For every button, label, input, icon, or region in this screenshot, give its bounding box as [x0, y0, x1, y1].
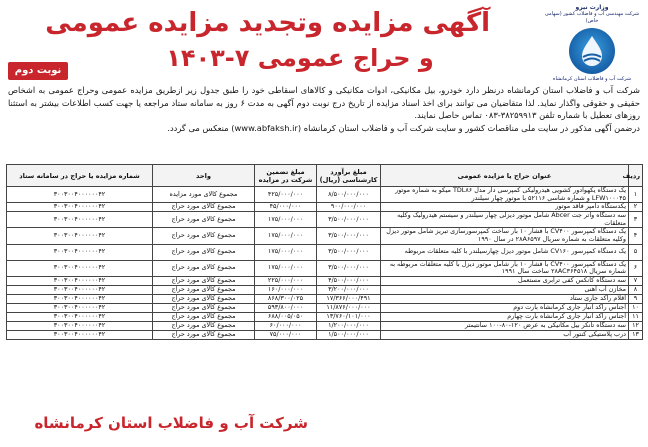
- cell-title: اجناس راکد انبار جاری کرمانشاه بارت دوم: [381, 303, 629, 312]
- cell-registration-number: ۳۰۰۳۰۰۴۰۰۰۰۰۰۴۲: [7, 228, 153, 244]
- cell-registration-number: ۳۰۰۳۰۰۴۰۰۰۰۰۰۴۲: [7, 303, 153, 312]
- cell-base-price: ۸/۵۰۰/۰۰۰/۰۰۰: [317, 187, 381, 203]
- cell-deposit: ۸۶۸/۳۰۰/۰۲۵: [255, 294, 317, 303]
- cell-unit: مجموع کالای مورد حراج: [153, 244, 255, 260]
- cell-title: اقلام راکد جاری ستاد: [381, 294, 629, 303]
- cell-title: یک دستگاه کمپرسور CV۴۰۰ با فشار ۱۰ بار ساخت کمپرسورسازی تبریز شامل موتور دیزل وکلیه متعلقات به شماره سریال ۲۸A۶۵۹۷ در سال ۱۹۹۰: [381, 228, 629, 244]
- cell-no: ۱۳: [629, 330, 643, 339]
- cell-base-price: ۱۳/۷۶۰/۱۰۱/۰۰۰: [317, 312, 381, 321]
- table-body: [7, 187, 643, 340]
- water-drop-logo-icon: [569, 28, 615, 74]
- cell-deposit: ۱۷۵/۰۰۰/۰۰۰: [255, 228, 317, 244]
- cell-deposit: ۱۷۵/۰۰۰/۰۰۰: [255, 244, 317, 260]
- cell-unit: مجموع کالای مورد حراج: [153, 276, 255, 285]
- cell-base-price: ۳/۵۰۰/۰۰۰/۰۰۰: [317, 228, 381, 244]
- cell-title: درب پلاستیکی کنتور آب: [381, 330, 629, 339]
- cell-unit: مجموع کالای مورد حراج: [153, 321, 255, 330]
- logo-company-bottom-text: شرکت آب و فاضلاب استان کرمانشاه: [552, 76, 632, 82]
- cell-base-price: ۹۰۰/۰۰۰/۰۰۰: [317, 203, 381, 212]
- cell-title: سه دستگاه کانکس کفی ترابری مستعمل: [381, 276, 629, 285]
- cell-deposit: ۶۰/۰۰۰/۰۰۰: [255, 321, 317, 330]
- intro-text: [8, 84, 640, 134]
- cell-base-price: ۳/۲۰۰/۰۰۰/۰۰۰: [317, 285, 381, 294]
- cell-title: یکدستگاه دامپر فاقد موتور: [381, 203, 629, 212]
- cell-deposit: ۱۷۵/۰۰۰/۰۰۰: [255, 212, 317, 228]
- table-row: [7, 330, 643, 339]
- cell-base-price: ۳/۵۰۰/۰۰۰/۰۰۰: [317, 244, 381, 260]
- cell-registration-number: ۳۰۰۳۰۰۴۰۰۰۰۰۰۴۲: [7, 187, 153, 203]
- cell-deposit: ۲۲۵/۰۰۰/۰۰۰: [255, 276, 317, 285]
- cell-registration-number: ۳۰۰۳۰۰۴۰۰۰۰۰۰۴۲: [7, 260, 153, 276]
- cell-unit: مجموع کالای مورد حراج: [153, 294, 255, 303]
- header-unit: واحد: [153, 165, 255, 187]
- header-no: ردیف: [629, 165, 643, 187]
- cell-title: یک دستگاه کمپرسور CV۴۰۰ با فشار ۱۰ بار شامل موتور دیزل با کلیه متعلقات مربوطه به شماره سریال ۲۸AC۳۶۴۵۱۸ ساخت سال ۱۹۹۱: [381, 260, 629, 276]
- table-row: [7, 260, 643, 276]
- cell-base-price: ۴/۵۰۰/۰۰۰/۰۰۰: [317, 276, 381, 285]
- cell-unit: مجموع کالای مورد حراج: [153, 312, 255, 321]
- cell-no: ۵: [629, 244, 643, 260]
- cell-registration-number: ۳۰۰۳۰۰۴۰۰۰۰۰۰۴۲: [7, 244, 153, 260]
- table-row: [7, 244, 643, 260]
- cell-no: ۱۲: [629, 321, 643, 330]
- table-row: [7, 276, 643, 285]
- cell-title: یک دستگاه کمپرسور CV۱۶۰ شامل موتور دیزل چهارسیلندر با کلیه متعلقات مربوطه: [381, 244, 629, 260]
- table-row: [7, 187, 643, 203]
- cell-title: یک دستگاه یکهوادور کشویی هیدرولیکی کمپرسی دار مدل TDL۸۶ میکو به شماره موتور LFW۱۰۰۰۴۵ و شماره شاسی ۵۲۱۱۶ با موتور چهار سیلندر: [381, 187, 629, 203]
- cell-no: ۳: [629, 212, 643, 228]
- table-row: [7, 321, 643, 330]
- cell-registration-number: ۳۰۰۳۰۰۴۰۰۰۰۰۰۴۲: [7, 312, 153, 321]
- cell-no: ۶: [629, 260, 643, 276]
- cell-no: ۹: [629, 294, 643, 303]
- intro-paragraph: شرکت آب و فاضلاب استان کرمانشاه درنظر دارد خودرو، بیل مکانیکی، ادوات مکانیکی و کالاهای اسقاطی خود را طبق جدول زیر ازطریق مزایده عمومی وحراج عمومی به اشخاص حقیقی و حقوقی واگذار نماید. لذا متقاضیان می توانند برای اخذ اسناد مزایده از تاریخ درج نوبت دوم آگهی به مدت ۶ روز به سامانه ستاد مراجعه یا جهت کسب اطلاعات بیشتر به استثنا روزهای تعطیل با شماره تلفن ۳۸۲۵۹۹۱۳-۰۸۳ تماس حاصل نمایند.: [8, 85, 641, 120]
- cell-title: سه دستگاه تانکر بیل مکانیکی به عرض ۱۲۰-۸۰-۱۰۰ سانتیمتر: [381, 321, 629, 330]
- cell-deposit: ۱۷۵/۰۰۰/۰۰۰: [255, 260, 317, 276]
- table-row: [7, 212, 643, 228]
- cell-no: ۸: [629, 285, 643, 294]
- cell-unit: مجموع کالای مورد حراج: [153, 303, 255, 312]
- cell-unit: مجموع کالای مورد حراج: [153, 330, 255, 339]
- cell-no: ۲: [629, 203, 643, 212]
- header-title: عنوان حراج یا مزایده عمومی: [381, 165, 629, 187]
- cell-deposit: ۱۶۰/۰۰۰/۰۰۰: [255, 285, 317, 294]
- cell-no: ۴: [629, 228, 643, 244]
- cell-title: اجناس راکد انبار جاری کرمانشاه بارت چهارم: [381, 312, 629, 321]
- cell-unit: مجموع کالای مورد مزایده: [153, 187, 255, 203]
- notice-title: آگهی مزایده وتجدید مزایده عمومی: [45, 8, 490, 38]
- cell-title: سه دستگاه واتر جت Abcer شامل موتور دیزلی چهار سیلندر و سیستم هیدرولیک وکلیه متعلقات: [381, 212, 629, 228]
- cell-base-price: ۱/۲۰۰/۰۰۰/۰۰۰: [317, 321, 381, 330]
- cell-registration-number: ۳۰۰۳۰۰۴۰۰۰۰۰۰۴۲: [7, 321, 153, 330]
- table-row: [7, 294, 643, 303]
- auction-table: [6, 164, 643, 340]
- table-row: [7, 312, 643, 321]
- cell-unit: مجموع کالای مورد حراج: [153, 228, 255, 244]
- cell-registration-number: ۳۰۰۳۰۰۴۰۰۰۰۰۰۴۲: [7, 285, 153, 294]
- header-base-price: مبلغ برآورد کارشناسی (ریال): [317, 165, 381, 187]
- header-deposit: مبلغ تضمین شرکت در مزایده: [255, 165, 317, 187]
- header-registration-number: شماره مزایده یا حراج در سامانه ستاد: [7, 165, 153, 187]
- cell-registration-number: ۳۰۰۳۰۰۴۰۰۰۰۰۰۴۲: [7, 330, 153, 339]
- cell-deposit: ۶۸۸/۰۰۵/۰۵۰: [255, 312, 317, 321]
- footer-company-name: شرکت آب و فاضلاب استان کرمانشاه: [34, 414, 308, 432]
- cell-unit: مجموع کالای مورد حراج: [153, 212, 255, 228]
- notice-subtitle: و حراج عمومی ۷-۱۴۰۳: [166, 44, 434, 72]
- cell-unit: مجموع کالای مورد حراج: [153, 203, 255, 212]
- logo-ministry-text: وزارت نیرو: [575, 4, 609, 11]
- cell-deposit: ۵۹۳/۸۰۰/۰۰۰: [255, 303, 317, 312]
- table-row: [7, 303, 643, 312]
- cell-base-price: ۱۷/۳۶۶/۰۰۰/۴۹۱: [317, 294, 381, 303]
- cell-base-price: ۱/۵۰۰/۰۰۰/۰۰۰: [317, 330, 381, 339]
- cell-unit: مجموع کالای مورد حراج: [153, 260, 255, 276]
- cell-registration-number: ۳۰۰۳۰۰۴۰۰۰۰۰۰۴۲: [7, 294, 153, 303]
- logo-company-top-text: شرکت مهندسی آب و فاضلاب کشور (سهامی خاص): [544, 11, 640, 24]
- cell-no: ۱: [629, 187, 643, 203]
- cell-deposit: ۷۵/۰۰۰/۰۰۰: [255, 330, 317, 339]
- cell-base-price: ۱۱/۸۷۶/۰۰۰/۰۰۰: [317, 303, 381, 312]
- cell-deposit: ۴۲۵/۰۰۰/۰۰۰: [255, 187, 317, 203]
- cell-no: ۱۱: [629, 312, 643, 321]
- cell-registration-number: ۳۰۰۳۰۰۴۰۰۰۰۰۰۴۲: [7, 212, 153, 228]
- cell-title: مخازن آب آهنی: [381, 285, 629, 294]
- table-row: [7, 228, 643, 244]
- cell-registration-number: ۳۰۰۳۰۰۴۰۰۰۰۰۰۴۲: [7, 276, 153, 285]
- second-round-badge: نوبت دوم: [8, 62, 68, 80]
- cell-unit: مجموع کالای مورد حراج: [153, 285, 255, 294]
- table-header-row: [7, 165, 643, 187]
- cell-base-price: ۳/۵۰۰/۰۰۰/۰۰۰: [317, 260, 381, 276]
- cell-base-price: ۳/۵۰۰/۰۰۰/۰۰۰: [317, 212, 381, 228]
- table-row: [7, 285, 643, 294]
- cell-deposit: ۴۵/۰۰۰/۰۰۰: [255, 203, 317, 212]
- intro-paragraph-website: درضمن آگهی مذکور در سایت ملی مناقصات کشور و سایت شرکت آب و فاضلاب استان کرمانشاه (www.abfaksh.ir) منعکس می گردد.: [167, 122, 640, 133]
- cell-no: ۷: [629, 276, 643, 285]
- company-logo: [544, 4, 640, 92]
- cell-no: ۱۰: [629, 303, 643, 312]
- cell-registration-number: ۳۰۰۳۰۰۴۰۰۰۰۰۰۴۲: [7, 203, 153, 212]
